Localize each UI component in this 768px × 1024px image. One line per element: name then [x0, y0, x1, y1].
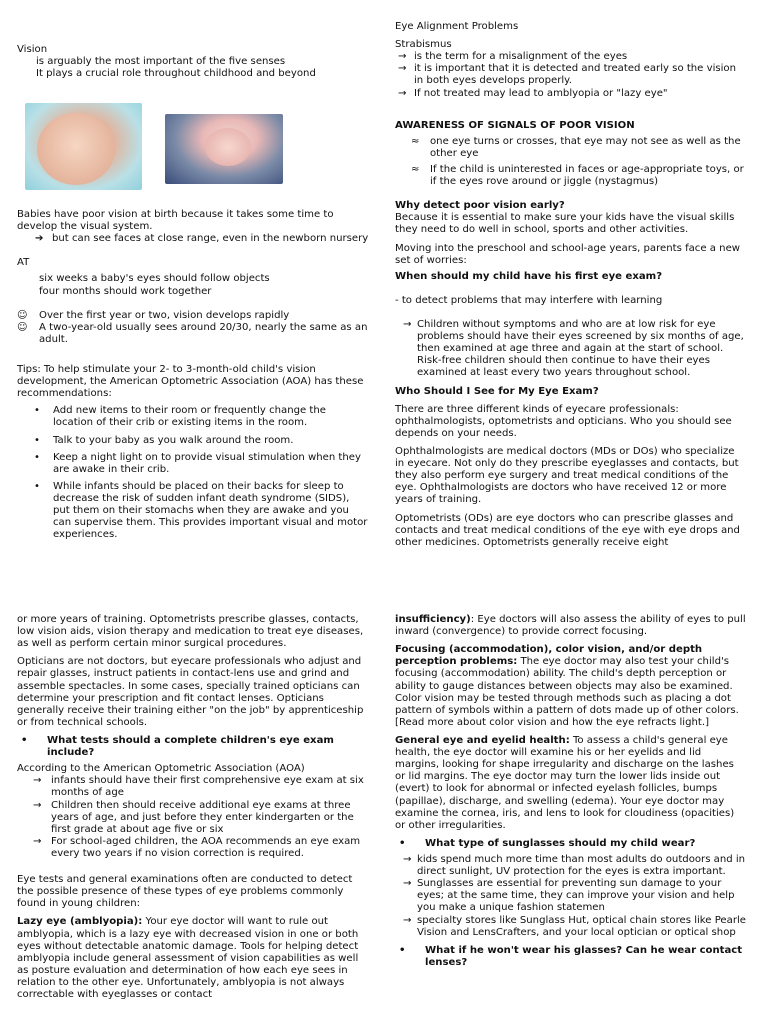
focusing-paragraph — [395, 644, 747, 729]
column-1-body — [17, 209, 369, 541]
at-line: four months should work together — [39, 285, 212, 297]
arrow-right-icon: → — [403, 318, 412, 330]
tips-item: • Keep a night light on to provide visual stimulation when they are awake in their crib. — [17, 452, 369, 476]
detect-line: - to detect problems that may interfere with learning — [395, 294, 663, 306]
sunglasses-item: → kids spend much more time than most adults do outdoors and in direct sunlight, UV protection for the eyes is extra important. — [403, 853, 746, 878]
smiley-icon: ☺ — [17, 309, 28, 321]
bullet-dot-icon: • — [399, 837, 406, 849]
smiley-item — [17, 322, 369, 346]
opticians-paragraph: Opticians are not doctors, but eyecare professionals who adjust and repair glasses, instruct patients in contact-lens use and grind and assemble spectacles. In some cases, specially trained opticians can determine your prescription and fit contact lenses. Opticians generally receive their training either "on the job" by apprenticeship or from technical schools. — [17, 656, 364, 728]
arrow-right-icon: → — [398, 51, 407, 63]
eye-alignment-title: Eye Alignment Problems — [395, 21, 519, 32]
baby-face-shape — [205, 128, 251, 166]
strabismus-label: Strabismus — [395, 39, 452, 51]
strabismus-item: → it is important that it is detected and treated early so the vision in both eyes develops properly. — [395, 63, 745, 87]
bullet-dot-icon: • — [34, 451, 40, 463]
arrow-bullet-icon: ➔ — [35, 233, 44, 245]
general-health-paragraph — [395, 735, 747, 832]
children-item: → Children without symptoms and who are at low risk for eye problems should have their eyes screened by six months of age, then examined at age three and again at the start of school. Risk-free children should then continue to have their eyes examined at least every two years throughout school. — [403, 318, 744, 379]
insufficiency-label: insufficiency) — [395, 614, 471, 625]
arrow-right-icon: → — [33, 799, 42, 811]
focusing-label: Focusing (accommodation), color vision, and/or depth perception problems: — [395, 644, 703, 668]
sunglasses-item: → Sunglasses are essential for preventing sun damage to your eyes; at the same time, they can improve your vision and help you make a unique fashion statemen — [403, 878, 735, 914]
aoa-line: According to the American Optometric Association (AOA) — [17, 763, 305, 775]
optometrists-paragraph: Optometrists (ODs) are eye doctors who can prescribe glasses and contacts and treat medical conditions of the eye with eye drops and other medicines. Optometrists generally receive eight — [395, 512, 740, 548]
tips-item: • While infants should be placed on their backs for sleep to decrease the risk of sudden infant death syndrome (SIDS), put them on their stomachs when they are awake and you can supervise them. This provides important visual and motor experiences. — [17, 481, 369, 542]
bullet-dot-icon: • — [34, 480, 40, 492]
babies-arrow-item — [17, 233, 369, 245]
why-paragraph: Because it is essential to make sure your kids have the visual skills they need to do well in school, sports and other activities. — [395, 212, 735, 236]
arrow-right-icon: → — [33, 835, 42, 847]
sunglasses-question: • What type of sunglasses should my child wear? — [395, 838, 747, 850]
smiley-item-text: A two-year-old usually sees around 20/30, nearly the same as an adult. — [39, 321, 368, 345]
column-4 — [395, 614, 747, 969]
column-2 — [395, 21, 745, 549]
arrow-right-icon: → — [403, 878, 412, 890]
ophthalmologists-paragraph: Ophthalmologists are medical doctors (MDs or DOs) who specialize in eyecare. Not only do they prescribe eyeglasses and contacts, but they also perform eye surgery and treat medical conditions of the eye. Ophthalmologists are doctors who have received 12 or more years of training. — [395, 445, 739, 506]
awareness-item: ≈ If the child is uninterested in faces or age-appropriate toys, or if the eyes rove around or jiggle (nystagmus) — [411, 163, 744, 188]
vision-line: It plays a crucial role throughout childhood and beyond — [36, 68, 316, 80]
vision-line: is arguably the most important of the five senses — [36, 56, 286, 68]
exams-paragraph: Eye tests and general examinations often are conducted to detect the possible presence of these types of eye problems commonly found in young children: — [17, 874, 353, 910]
smiley-list — [17, 310, 369, 346]
insufficiency-text: : Eye doctors will also assess the ability of eyes to pull inward (convergence) to provide correct focusing. — [395, 614, 746, 638]
wont-wear-question: • What if he won't wear his glasses? Can he wear contact lenses? — [395, 945, 747, 969]
arrow-right-icon: → — [33, 775, 42, 787]
tips-list — [17, 405, 369, 541]
moving-paragraph: Moving into the preschool and school-age years, parents face a new set of worries: — [395, 242, 741, 266]
wave-bullet-icon: ≈ — [411, 135, 420, 147]
strabismus-item: → is the term for a misalignment of the eyes — [395, 51, 745, 63]
baby-face-shape — [37, 113, 115, 185]
arrow-right-icon: → — [398, 87, 407, 99]
bullet-dot-icon: • — [34, 434, 40, 446]
baby-photo-blanket — [165, 114, 283, 184]
strabismus-item: → If not treated may lead to amblyopia or "lazy eye" — [395, 88, 745, 100]
who-heading: Who Should I See for My Eye Exam? — [395, 385, 599, 397]
sunglasses-item: → specialty stores like Sunglass Hut, optical chain stores like Pearle Vision and LensCrafters, and your local optician or optical shop — [403, 914, 746, 938]
bullet-dot-icon: • — [21, 734, 28, 746]
smiley-item-text: Over the first year or two, vision develops rapidly — [39, 309, 290, 321]
bullet-dot-icon: • — [34, 405, 40, 417]
awareness-heading: AWARENESS OF SIGNALS OF POOR VISION — [395, 119, 635, 131]
training-paragraph: or more years of training. Optometrists prescribe glasses, contacts, low vision aids, vision therapy and medication to treat eye diseases, as well as perform certain minor surgical procedures. — [17, 614, 364, 650]
why-heading: Why detect poor vision early? — [395, 200, 565, 212]
tips-paragraph: Tips: To help stimulate your 2- to 3-month-old child's vision development, the American Optometric Association (AOA) has these recommendations: — [17, 363, 364, 400]
babies-arrow-text: but can see faces at close range, even in the newborn nursery — [52, 233, 369, 245]
tips-item: • Talk to your baby as you walk around the room. — [17, 435, 369, 447]
aoa-item: → For school-aged children, the AOA recommends an eye exam every two years if no vision correction is required. — [33, 835, 361, 859]
wave-bullet-icon: ≈ — [411, 163, 420, 175]
aoa-item: → infants should have their first comprehensive eye exam at six months of age — [33, 775, 364, 799]
general-health-text: To assess a child's general eye health, the eye doctor will examine his or her eyelids and lid margins, looking for shape irregularity and discharge on the lashes or lid margins. The eye doctor may turn the lower lids inside out (evert) to look for abnormal or infected eyelash follicles, bumps (papillae), discharge, and swelling (edema). Your eye doctor may examine the cornea, iris, and lens to look for cloudiness (opacities) or other irregularities. — [395, 734, 735, 831]
aoa-item: → Children then should receive additional eye exams at three years of age, and just before they enter kindergarten or the first grade at about age five or six — [33, 799, 354, 835]
smiley-icon: ☺ — [17, 321, 28, 333]
arrow-right-icon: → — [403, 853, 412, 865]
column-1 — [17, 44, 369, 80]
when-heading: When should my child have his first eye exam? — [395, 270, 663, 282]
vision-title: Vision — [17, 44, 48, 55]
arrow-right-icon: → — [398, 63, 407, 75]
tests-question: • What tests should a complete children's eye exam include? — [17, 735, 369, 759]
awareness-item: ≈ one eye turns or crosses, that eye may not see as well as the other eye — [411, 135, 741, 159]
focusing-text: The eye doctor may also test your child's focusing (accommodation) ability. The child's depth perception or ability to gauge distances between objects may also be examined. Color vision may be tested through methods such as placing a dot pattern of symbols within a pattern of dots made up of other colors. [Read more about color vision and how the eye refracts light.] — [395, 656, 739, 728]
column-3 — [17, 614, 369, 1001]
lazy-eye-paragraph — [17, 916, 369, 1001]
insufficiency-paragraph — [395, 614, 747, 638]
smiley-item — [17, 310, 369, 322]
bullet-dot-icon: • — [399, 944, 406, 956]
general-health-label: General eye and eyelid health: — [395, 734, 570, 746]
lazy-eye-text: Your eye doctor will want to rule out amblyopia, which is a lazy eye with decreased vision in one or both eyes without detectable anatomic damage. Tools for helping detect amblyopia include general assessment of vision capabilities as well as posture evaluation and determination of how each eye sees in relation to the other eye. Unfortunately, amblyopia is not always correctable with eyeglasses or contact — [17, 916, 359, 1001]
who-paragraph: There are three different kinds of eyecare professionals: ophthalmologists, optometrists and opticians. Who you should see depends on your needs. — [395, 403, 732, 439]
babies-paragraph: Babies have poor vision at birth because it takes some time to develop the visual system. — [17, 209, 334, 233]
baby-photo-closeup — [25, 103, 142, 190]
tips-item: • Add new items to their room or frequently change the location of their crib or existing items in the room. — [17, 405, 369, 429]
at-line: six weeks a baby's eyes should follow objects — [39, 273, 270, 285]
lazy-eye-label: Lazy eye (amblyopia): — [17, 916, 143, 928]
arrow-right-icon: → — [403, 914, 412, 926]
at-label: AT — [17, 257, 30, 269]
